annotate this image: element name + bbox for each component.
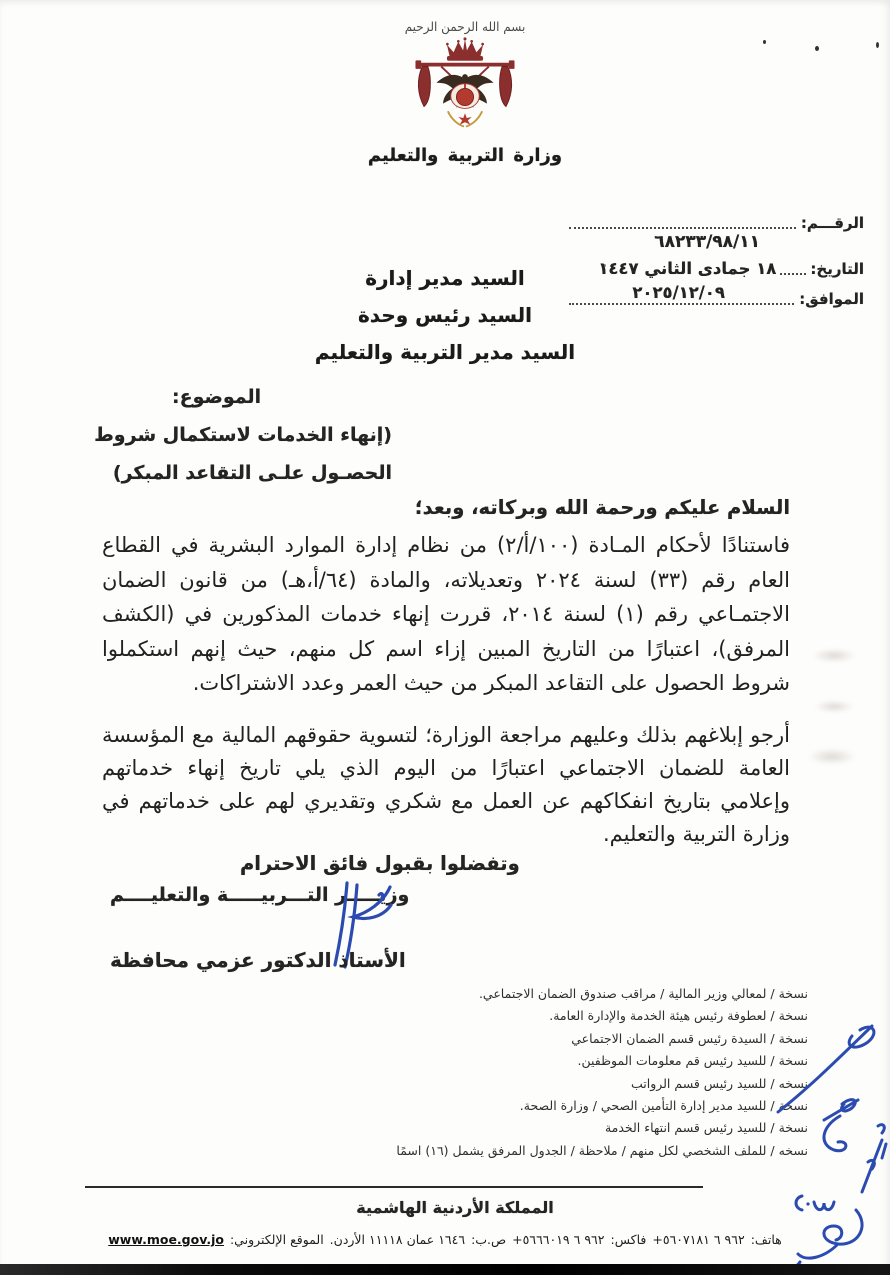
dotted-leader xyxy=(569,212,796,229)
hijri-date-row xyxy=(564,258,864,278)
subject-line-2: الحصـول علـى التقاعد المبكر) xyxy=(112,462,392,484)
addressee-line: السيد مدير إدارة xyxy=(365,266,525,290)
hijri-date-label: التاريخ: xyxy=(810,260,864,278)
ref-number-label: الرقـــم: xyxy=(800,214,864,232)
fax-value: +٩٦٢ ٦ ٥٦٦٦٠١٩ xyxy=(512,1232,605,1247)
addressee-block xyxy=(314,260,576,371)
dotted-leader xyxy=(780,258,806,275)
fax-label: فاكس: xyxy=(610,1232,647,1247)
phone-label: هاتف: xyxy=(750,1232,782,1247)
website-label: الموقع الإلكتروني: xyxy=(229,1232,324,1247)
cc-line: نسخة / لمعالي وزير المالية / مراقب صندوق الضمان الاجتماعي. xyxy=(478,986,808,1001)
gregorian-date-row xyxy=(564,283,864,308)
website-url: www.moe.gov.jo xyxy=(108,1232,224,1247)
bismillah-calligraphy: بسم الله الرحمن الرحيم xyxy=(404,19,526,35)
show-through-mark xyxy=(808,748,856,765)
reference-block xyxy=(564,212,864,308)
footer-divider xyxy=(85,1186,703,1188)
cc-line: نسخة / لعطوفة رئيس هيئة الخدمة والإدارة العامة. xyxy=(549,1008,808,1024)
kingdom-name: المملكة الأردنية الهاشمية xyxy=(356,1198,554,1217)
addressee-line: السيد رئيس وحدة xyxy=(357,303,533,327)
pobox-value: ١٦٤٦ عمان ١١١١٨ الأردن. xyxy=(329,1232,466,1247)
subject-text xyxy=(94,416,392,492)
signer-name: الأستاذ الدكتور عزمي محافظة xyxy=(110,948,406,972)
letterhead xyxy=(325,20,605,166)
jordan-coat-of-arms-icon xyxy=(400,37,530,137)
gregorian-date-value: ٢٠٢٥/١٢/٠٩ xyxy=(632,283,725,302)
greeting-line: السلام عليكم ورحمة الله وبركاته، وبعد؛ xyxy=(414,496,790,519)
phone-value: +٩٦٢ ٦ ٥٦٠٧١٨١ xyxy=(652,1232,745,1247)
ref-number-value: ٦٨٢٣٣/٩٨/١١ xyxy=(654,232,760,252)
addressee-line: السيد مدير التربية والتعليم xyxy=(314,340,576,364)
body-paragraph-1: فاستنادًا لأحكام المـادة (١٠٠/أ/٢) من نظام إدارة الموارد البشرية في القطاع العام رقم (٣٣) لسنة ٢٠٢٤ وتعديلاته، والمادة (٦٤/أ،هـ) من قانون الضمان الاجتمـاعي رقم (١) لسنة ٢٠١٤، قررت إنهاء خدمات المذكورين في (الكشف المرفق)، اعتبارًا من التاريخ المبين إزاء اسم كل منهم، حيث إنهم استكملوا شروط الحصول على التقاعد المبكر من حيث العمر وعدد الاشتراكات. xyxy=(102,533,790,695)
cc-line: نسخة / السيدة رئيس قسم الضمان الاجتماعي xyxy=(571,1030,808,1046)
cc-line: نسخة / للسيد رئيس قم معلومات الموظفين. xyxy=(577,1053,808,1069)
dotted-leader xyxy=(569,283,794,305)
cc-line: نسخه / للملف الشخصي لكل منهم / ملاحظة / الجدول المرفق يشمل (١٦) اسمًا xyxy=(396,1142,808,1158)
scan-edge-bar xyxy=(0,1264,890,1275)
gregorian-date-label: الموافق: xyxy=(799,290,864,308)
hijri-date-value: ١٨ جمادى الثاني ١٤٤٧ xyxy=(598,259,777,278)
show-through-mark xyxy=(812,648,856,663)
cc-line: نسخة / للسيد رئيس قسم انتهاء الخدمة xyxy=(604,1120,808,1136)
show-through-mark xyxy=(814,700,854,713)
body-paragraph-2: أرجو إبلاغهم بذلك وعليهم مراجعة الوزارة؛ لتسوية حقوقهم المالية مع المؤسسة العامة للضمان الاجتماعي اعتبارًا من اليوم الذي يلي تاريخ إنهاء خدماتهم وإعلامي بتاريخ انفكاكهم عن العمل مع شكري وتقديري لهم على خدماتهم في وزارة التربية والتعليم. xyxy=(102,723,790,846)
cc-line: نسخة / للسيد مدير إدارة التأمين الصحي / وزارة الصحة. xyxy=(519,1098,808,1114)
subject-label: الموضوع: xyxy=(172,386,262,408)
closing-salutation: وتفضلوا بقبول فائق الاحترام xyxy=(240,852,520,875)
ref-number-row xyxy=(564,212,864,232)
subject-line-1: (إنهاء الخدمات لاستكمال شروط xyxy=(94,424,392,446)
scan-speck xyxy=(763,40,766,44)
signer-title: وزيـــــر التـــربيـــــة والتعليــــم xyxy=(110,884,410,906)
ministry-name-calligraphy: وزارة التربية والتعليم xyxy=(367,145,563,166)
cc-line: نسخه / للسيد رئيس قسم الرواتب xyxy=(630,1075,808,1091)
footer-contact-line xyxy=(95,1232,795,1247)
scan-speck xyxy=(876,42,879,48)
pobox-label: ص.ب: xyxy=(471,1232,507,1247)
scan-speck xyxy=(815,46,819,51)
